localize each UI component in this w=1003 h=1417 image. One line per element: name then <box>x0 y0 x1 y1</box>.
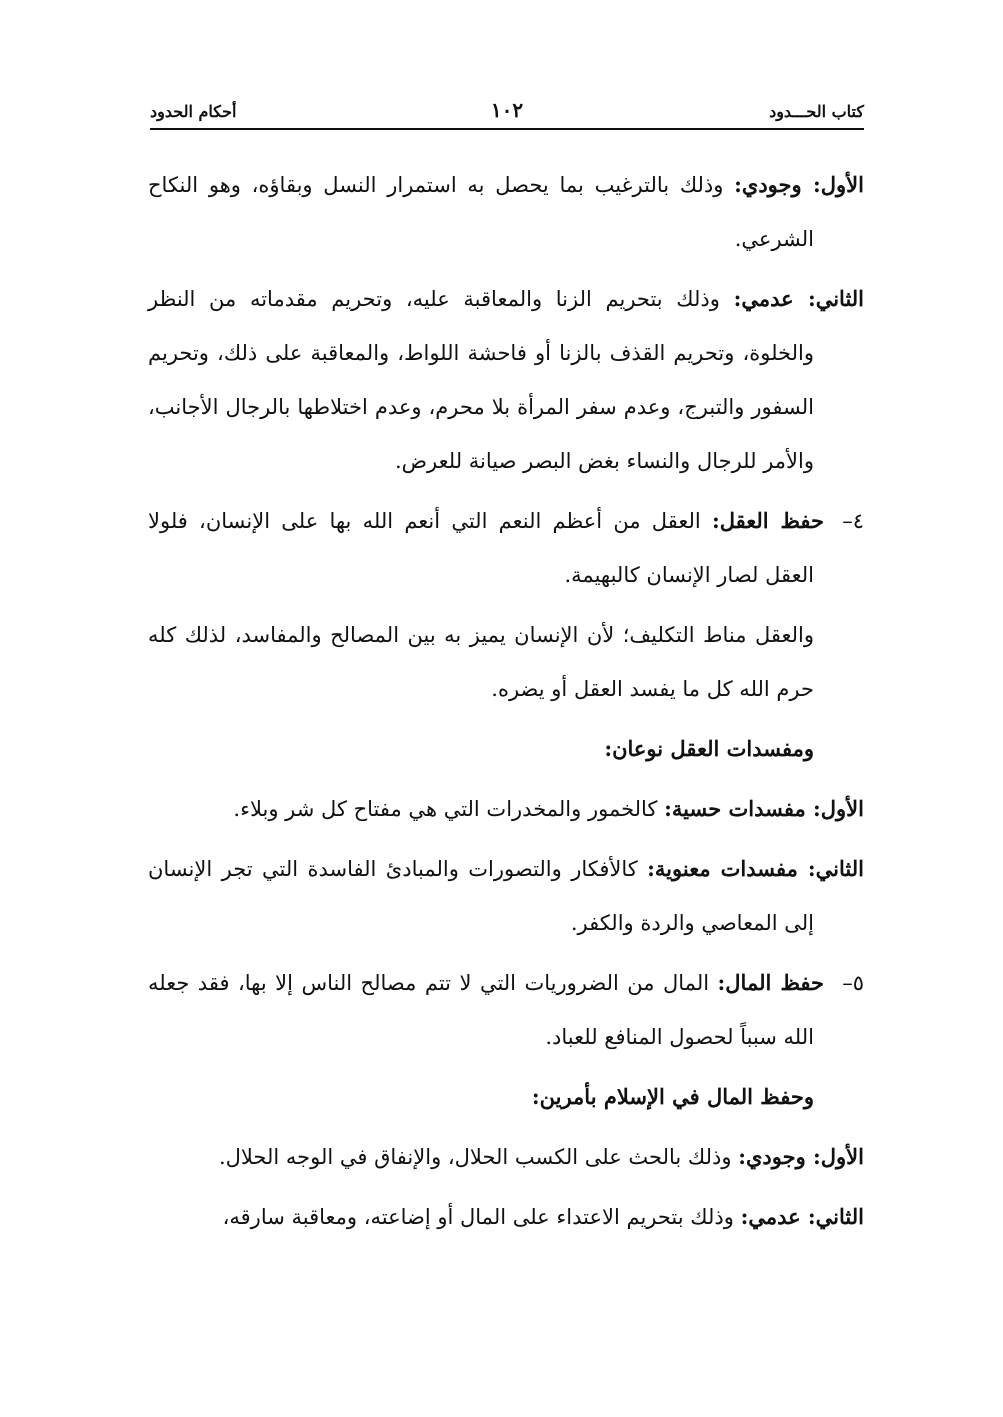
header-rule <box>150 128 864 130</box>
paragraph-lead: الثاني: عدمي: <box>740 1204 864 1229</box>
chapter-title: أحكام الحدود <box>150 102 237 121</box>
paragraph-lead: الأول: وجودي: <box>734 172 864 197</box>
item-number: ٤– <box>842 509 864 533</box>
subheading <box>148 1070 864 1124</box>
paragraph-text: وذلك بالحث على الكسب الحلال، والإنفاق في الوجه الحلال. <box>218 1145 739 1169</box>
paragraph-text: وذلك بتحريم الاعتداء على المال أو إضاعته، ومعاقبة سارقه، <box>222 1205 741 1229</box>
paragraph-text: المال من الضروريات التي لا تتم مصالح الناس إلا بها، فقد جعله الله سبباً لحصول المنافع للعباد. <box>148 971 814 1049</box>
subheading-text: ومفسدات العقل نوعان: <box>604 736 814 761</box>
paragraph-text: والعقل مناط التكليف؛ لأن الإنسان يميز به بين المصالح والمفاسد، لذلك كله حرم الله كل ما يفسد العقل أو يضره. <box>148 623 814 701</box>
paragraph-lead: حفظ المال: <box>717 970 824 995</box>
paragraph-text: وذلك بالترغيب بما يحصل به استمرار النسل وبقاؤه، وهو النكاح الشرعي. <box>148 173 814 251</box>
subheading-text: وحفظ المال في الإسلام بأمرين: <box>531 1084 814 1109</box>
paragraph-text: كالخمور والمخدرات التي هي مفتاح كل شر وبلاء. <box>233 797 665 821</box>
page-number: ١٠٢ <box>490 98 524 122</box>
paragraph-text: كالأفكار والتصورات والمبادئ الفاسدة التي تجر الإنسان إلى المعاصي والردة والكفر. <box>148 857 814 935</box>
paragraph-lead: الأول: مفسدات حسية: <box>664 796 864 821</box>
page-header <box>150 96 864 130</box>
paragraph-text: العقل من أعظم النعم التي أنعم الله بها على الإنسان، فلولا العقل لصار الإنسان كالبهيمة. <box>148 509 814 587</box>
page-body <box>148 158 864 1250</box>
paragraph-text: وذلك بتحريم الزنا والمعاقبة عليه، وتحريم مقدماته من النظر والخلوة، وتحريم القذف بالزنا أو فاحشة اللواط، والمعاقبة على ذلك، وتحريم السفور والتبرج، وعدم سفر المرأة بلا محرم، وعدم اختلاطها بالرجال الأجانب، والأمر للرجال والنساء بغض البصر صيانة للعرض. <box>148 287 814 473</box>
numbered-paragraph <box>148 494 864 602</box>
paragraph-lead: حفظ العقل: <box>711 508 824 533</box>
paragraph <box>148 272 864 488</box>
paragraph <box>148 1190 864 1244</box>
paragraph <box>148 158 864 266</box>
paragraph <box>148 608 864 716</box>
paragraph <box>148 1130 864 1184</box>
paragraph-lead: الأول: وجودي: <box>738 1144 864 1169</box>
book-title: كتاب الحـــدود <box>769 102 864 121</box>
subheading <box>148 722 864 776</box>
paragraph-lead: الثاني: مفسدات معنوية: <box>647 856 864 881</box>
paragraph <box>148 782 864 836</box>
item-number: ٥– <box>842 971 864 995</box>
paragraph-lead: الثاني: عدمي: <box>733 286 865 311</box>
numbered-paragraph <box>148 956 864 1064</box>
paragraph <box>148 842 864 950</box>
